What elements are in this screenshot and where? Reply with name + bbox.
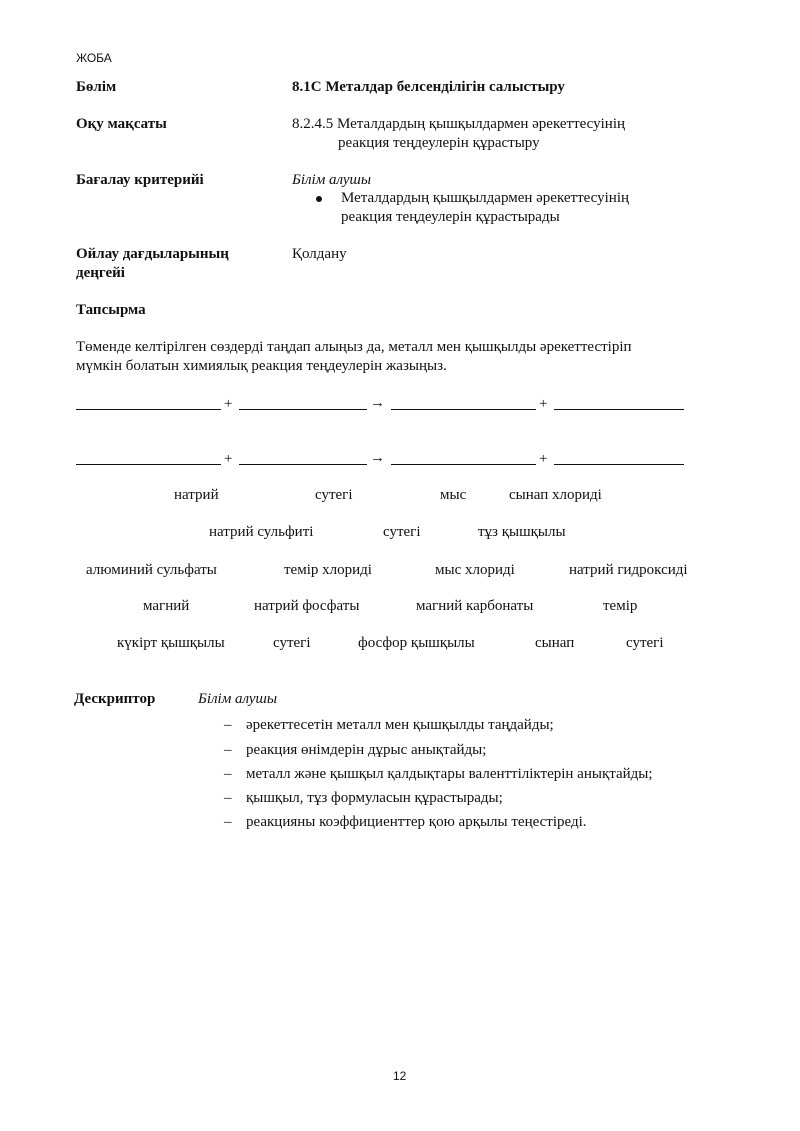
answer-blank[interactable] <box>554 464 684 465</box>
word-item: күкірт қышқылы <box>117 635 225 651</box>
criteria-intro: Білім алушы <box>292 172 372 188</box>
word-item: сутегі <box>383 524 421 540</box>
answer-blank[interactable] <box>239 464 367 465</box>
word-item: магний карбонаты <box>416 598 534 614</box>
task-instruction-line-1: Төменде келтірілген сөздерді таңдап алыңыз да, металл мен қышқылды әрекеттестіріп <box>76 339 632 355</box>
word-item: сутегі <box>626 635 664 651</box>
word-item: темір <box>603 598 638 614</box>
answer-blank[interactable] <box>554 409 684 410</box>
word-item: мыс <box>440 487 467 503</box>
descriptor-item: металл және қышқыл қалдықтары валенттіліктерін анықтайды; <box>246 766 653 782</box>
dash-icon: – <box>224 766 232 782</box>
dash-icon: – <box>224 742 232 758</box>
plus-sign: + <box>539 451 548 467</box>
section-value: 8.1С Металдар белсенділігін салыстыру <box>292 79 565 95</box>
answer-blank[interactable] <box>391 409 536 410</box>
descriptor-item: реакция өнімдерін дұрыс анықтайды; <box>246 742 487 758</box>
word-item: натрий гидроксиді <box>569 562 688 578</box>
descriptor-item: әрекеттесетін металл мен қышқылды таңдайды; <box>246 717 554 733</box>
criteria-line-2: реакция теңдеулерін құрастырады <box>341 209 560 225</box>
thinking-label-line-1: Ойлау дағдыларының <box>76 246 229 262</box>
descriptor-label: Дескриптор <box>74 691 156 707</box>
dash-icon: – <box>224 790 232 806</box>
plus-sign: + <box>224 396 233 412</box>
section-label: Бөлім <box>76 79 117 95</box>
word-item: натрий сульфиті <box>209 524 314 540</box>
word-item: мыс хлориді <box>435 562 515 578</box>
word-item: сынап <box>535 635 575 651</box>
answer-blank[interactable] <box>239 409 367 410</box>
word-item: тұз қышқылы <box>478 524 566 540</box>
task-instruction-line-2: мүмкін болатын химиялық реакция теңдеулерін жазыңыз. <box>76 358 447 374</box>
thinking-value: Қолдану <box>292 246 347 262</box>
answer-blank[interactable] <box>391 464 536 465</box>
word-item: сутегі <box>315 487 353 503</box>
task-title: Тапсырма <box>76 302 146 318</box>
thinking-label-line-2: деңгейі <box>76 265 125 281</box>
descriptor-intro: Білім алушы <box>198 691 278 707</box>
criteria-label: Бағалау критерийі <box>76 172 204 188</box>
descriptor-item: қышқыл, тұз формуласын құрастырады; <box>246 790 503 806</box>
plus-sign: + <box>224 451 233 467</box>
objective-line-2: реакция теңдеулерін құрастыру <box>338 135 540 151</box>
word-item: натрий <box>174 487 219 503</box>
word-item: алюминий сульфаты <box>86 562 217 578</box>
bullet-icon <box>316 196 322 202</box>
arrow-icon: → <box>370 395 385 411</box>
word-item: сынап хлориді <box>509 487 602 503</box>
descriptor-item: реакцияны коэффициенттер қою арқылы теңестіреді. <box>246 814 587 830</box>
draft-label: ЖОБА <box>76 51 112 65</box>
dash-icon: – <box>224 717 232 733</box>
plus-sign: + <box>539 396 548 412</box>
word-item: фосфор қышқылы <box>358 635 475 651</box>
criteria-line-1: Металдардың қышқылдармен әрекеттесуінің <box>341 190 630 206</box>
page-number: 12 <box>393 1069 407 1083</box>
answer-blank[interactable] <box>76 464 221 465</box>
word-item: натрий фосфаты <box>254 598 360 614</box>
word-item: магний <box>143 598 190 614</box>
objective-label: Оқу мақсаты <box>76 116 167 132</box>
dash-icon: – <box>224 814 232 830</box>
objective-line-1: 8.2.4.5 Металдардың қышқылдармен әрекеттесуінің <box>292 116 626 132</box>
answer-blank[interactable] <box>76 409 221 410</box>
word-item: темір хлориді <box>284 562 372 578</box>
word-item: сутегі <box>273 635 311 651</box>
arrow-icon: → <box>370 450 385 466</box>
